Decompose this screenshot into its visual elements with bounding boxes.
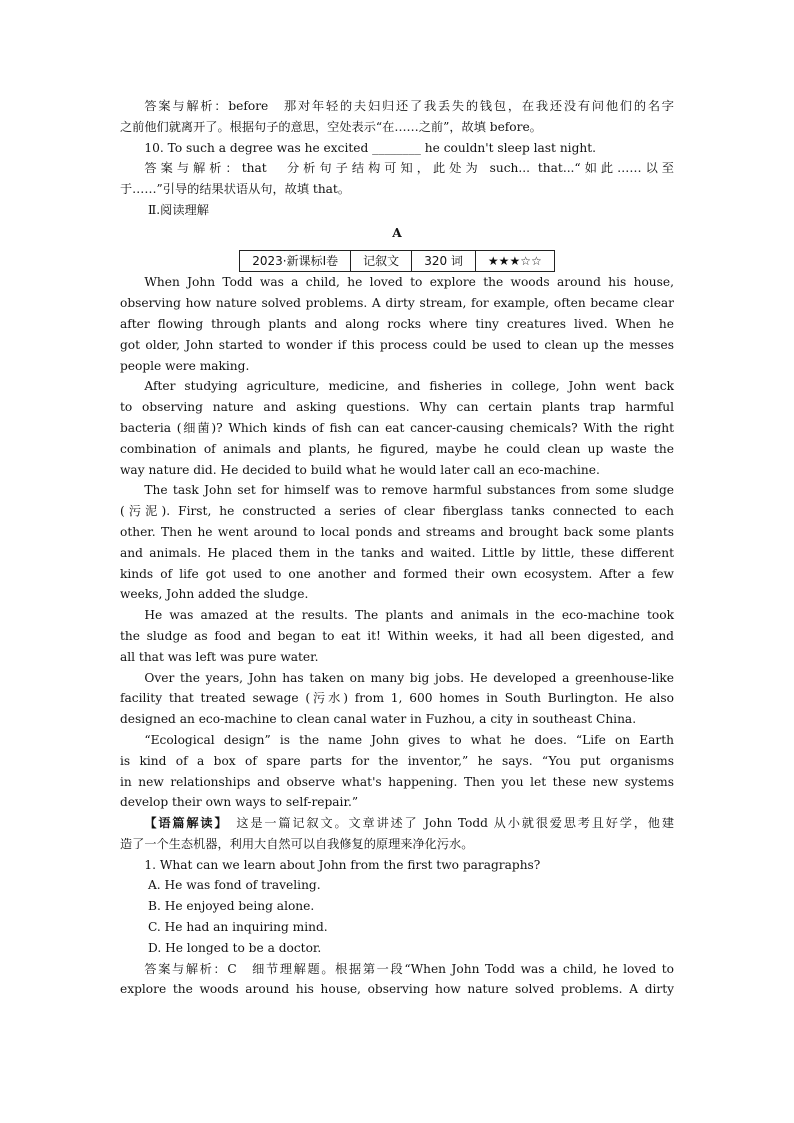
p6-line: in new relationships and observe what's happening. Then you let these new systems	[120, 774, 674, 789]
answer-9-line-2: 之前他们就离开了。根据句子的意思，空处表示“在……之前”，故填 before。	[120, 119, 542, 134]
interpretation-line-1	[120, 813, 674, 834]
info-word-count: 320 词	[412, 250, 476, 272]
section-title: Ⅱ.阅读理解	[148, 202, 209, 217]
p4-line: all that was left was pure water.	[120, 649, 319, 664]
question-1-stem: 1. What can we learn about John from the first two paragraphs?	[144, 857, 541, 872]
p3-line: and animals. He placed them in the tanks and waited. Little by little, these different	[120, 545, 674, 560]
interpretation-line-2: 造了一个生态机器，利用大自然可以自我修复的原理来净化污水。	[120, 836, 474, 851]
p1-line: after flowing through plants and along rocks where tiny creatures lived. When he	[120, 316, 674, 331]
p5-line: facility that treated sewage (污水) from 1, 600 homes in South Burlington. He also	[120, 691, 674, 706]
paragraph-5	[120, 668, 674, 730]
p3-line: other. Then he went around to local ponds and streams and brought back some plants	[120, 524, 674, 539]
info-source: 2023·新课标Ⅰ卷	[240, 250, 351, 272]
option-a: A. He was fond of traveling.	[148, 878, 321, 893]
passage-info-table	[239, 250, 554, 273]
p3-line: weeks, John added the sludge.	[120, 587, 309, 602]
p6-line: develop their own ways to self-repair.”	[120, 795, 359, 810]
p2-line: combination of animals and plants, he figured, maybe he could clean up waste the	[120, 441, 674, 456]
answer-1-line-2: explore the woods around his house, observing how nature solved problems. A dirty	[120, 982, 674, 997]
p6-line: “Ecological design” is the name John gives to what he does. “Life on Earth	[144, 732, 674, 747]
p3-line: The task John set for himself was to remove harmful substances from some sludge	[144, 483, 674, 498]
p1-line: people were making.	[120, 358, 250, 373]
question-1	[120, 855, 674, 1001]
p6-line: is kind of a box of spare parts for the inventor,” he says. “You put organisms	[120, 753, 674, 768]
info-difficulty-stars: ★★★☆☆	[475, 250, 554, 272]
passage-interpretation	[120, 813, 674, 855]
interpretation-label: 【语篇解读】	[144, 816, 223, 831]
question-10: 10. To such a degree was he excited ________ he couldn't sleep last night.	[144, 140, 596, 155]
answer-1-line-1: 答案与解析：C 细节理解题。根据第一段“When John Todd was a child, he loved to	[144, 961, 674, 976]
interpretation-text: 这是一篇记叙文。文章讲述了 John Todd 从小就很爱思考且好学，他建	[222, 816, 675, 831]
p3-line: (污泥). First, he constructed a series of clear fiberglass tanks connected to each	[120, 504, 674, 519]
p4-line: He was amazed at the results. The plants and animals in the eco-machine took	[144, 608, 674, 623]
info-genre: 记叙文	[351, 250, 412, 272]
p5-line: designed an eco-machine to clean canal water in Fuzhou, a city in southeast China.	[120, 712, 637, 727]
paragraph-4	[120, 605, 674, 667]
option-c: C. He had an inquiring mind.	[148, 920, 328, 935]
answer-10-line-2: 于……”引导的结果状语从句，故填 that。	[120, 182, 351, 197]
p3-line: kinds of life got used to one another and formed their own ecosystem. After a few	[120, 566, 674, 581]
p2-line: bacteria (细菌)? Which kinds of fish can eat cancer-causing chemicals? With the right	[120, 420, 674, 435]
paragraph-6	[120, 730, 674, 813]
p1-line: observing how nature solved problems. A dirty stream, for example, often became clear	[120, 296, 674, 311]
p1-line: got older, John started to wonder if this process could be used to clean up the messes	[120, 337, 674, 352]
option-d: D. He longed to be a doctor.	[148, 940, 322, 955]
p1-line: When John Todd was a child, he loved to explore the woods around his house,	[144, 275, 674, 290]
passage-label: A	[392, 225, 402, 240]
paragraph-1	[120, 272, 674, 376]
p5-line: Over the years, John has taken on many big jobs. He developed a greenhouse-like	[144, 670, 674, 685]
paragraph-2	[120, 376, 674, 480]
answer-10-line-1: 答案与解析：that 分析句子结构可知，此处为 such... that...“如此……以至	[144, 161, 674, 176]
answer-9-line-1: 答案与解析：before 那对年轻的夫妇归还了我丢失的钱包，在我还没有问他们的名字	[144, 99, 674, 113]
p4-line: the sludge as food and began to eat it! Within weeks, it had all been digested, and	[120, 628, 674, 643]
paragraph-3	[120, 480, 674, 605]
p2-line: After studying agriculture, medicine, and fisheries in college, John went back	[144, 379, 674, 394]
document-page	[120, 96, 674, 1000]
p2-line: way nature did. He decided to build what he would later call an eco-machine.	[120, 462, 600, 477]
p2-line: to observing nature and asking questions. Why can certain plants trap harmful	[120, 400, 674, 415]
option-b: B. He enjoyed being alone.	[148, 899, 315, 914]
